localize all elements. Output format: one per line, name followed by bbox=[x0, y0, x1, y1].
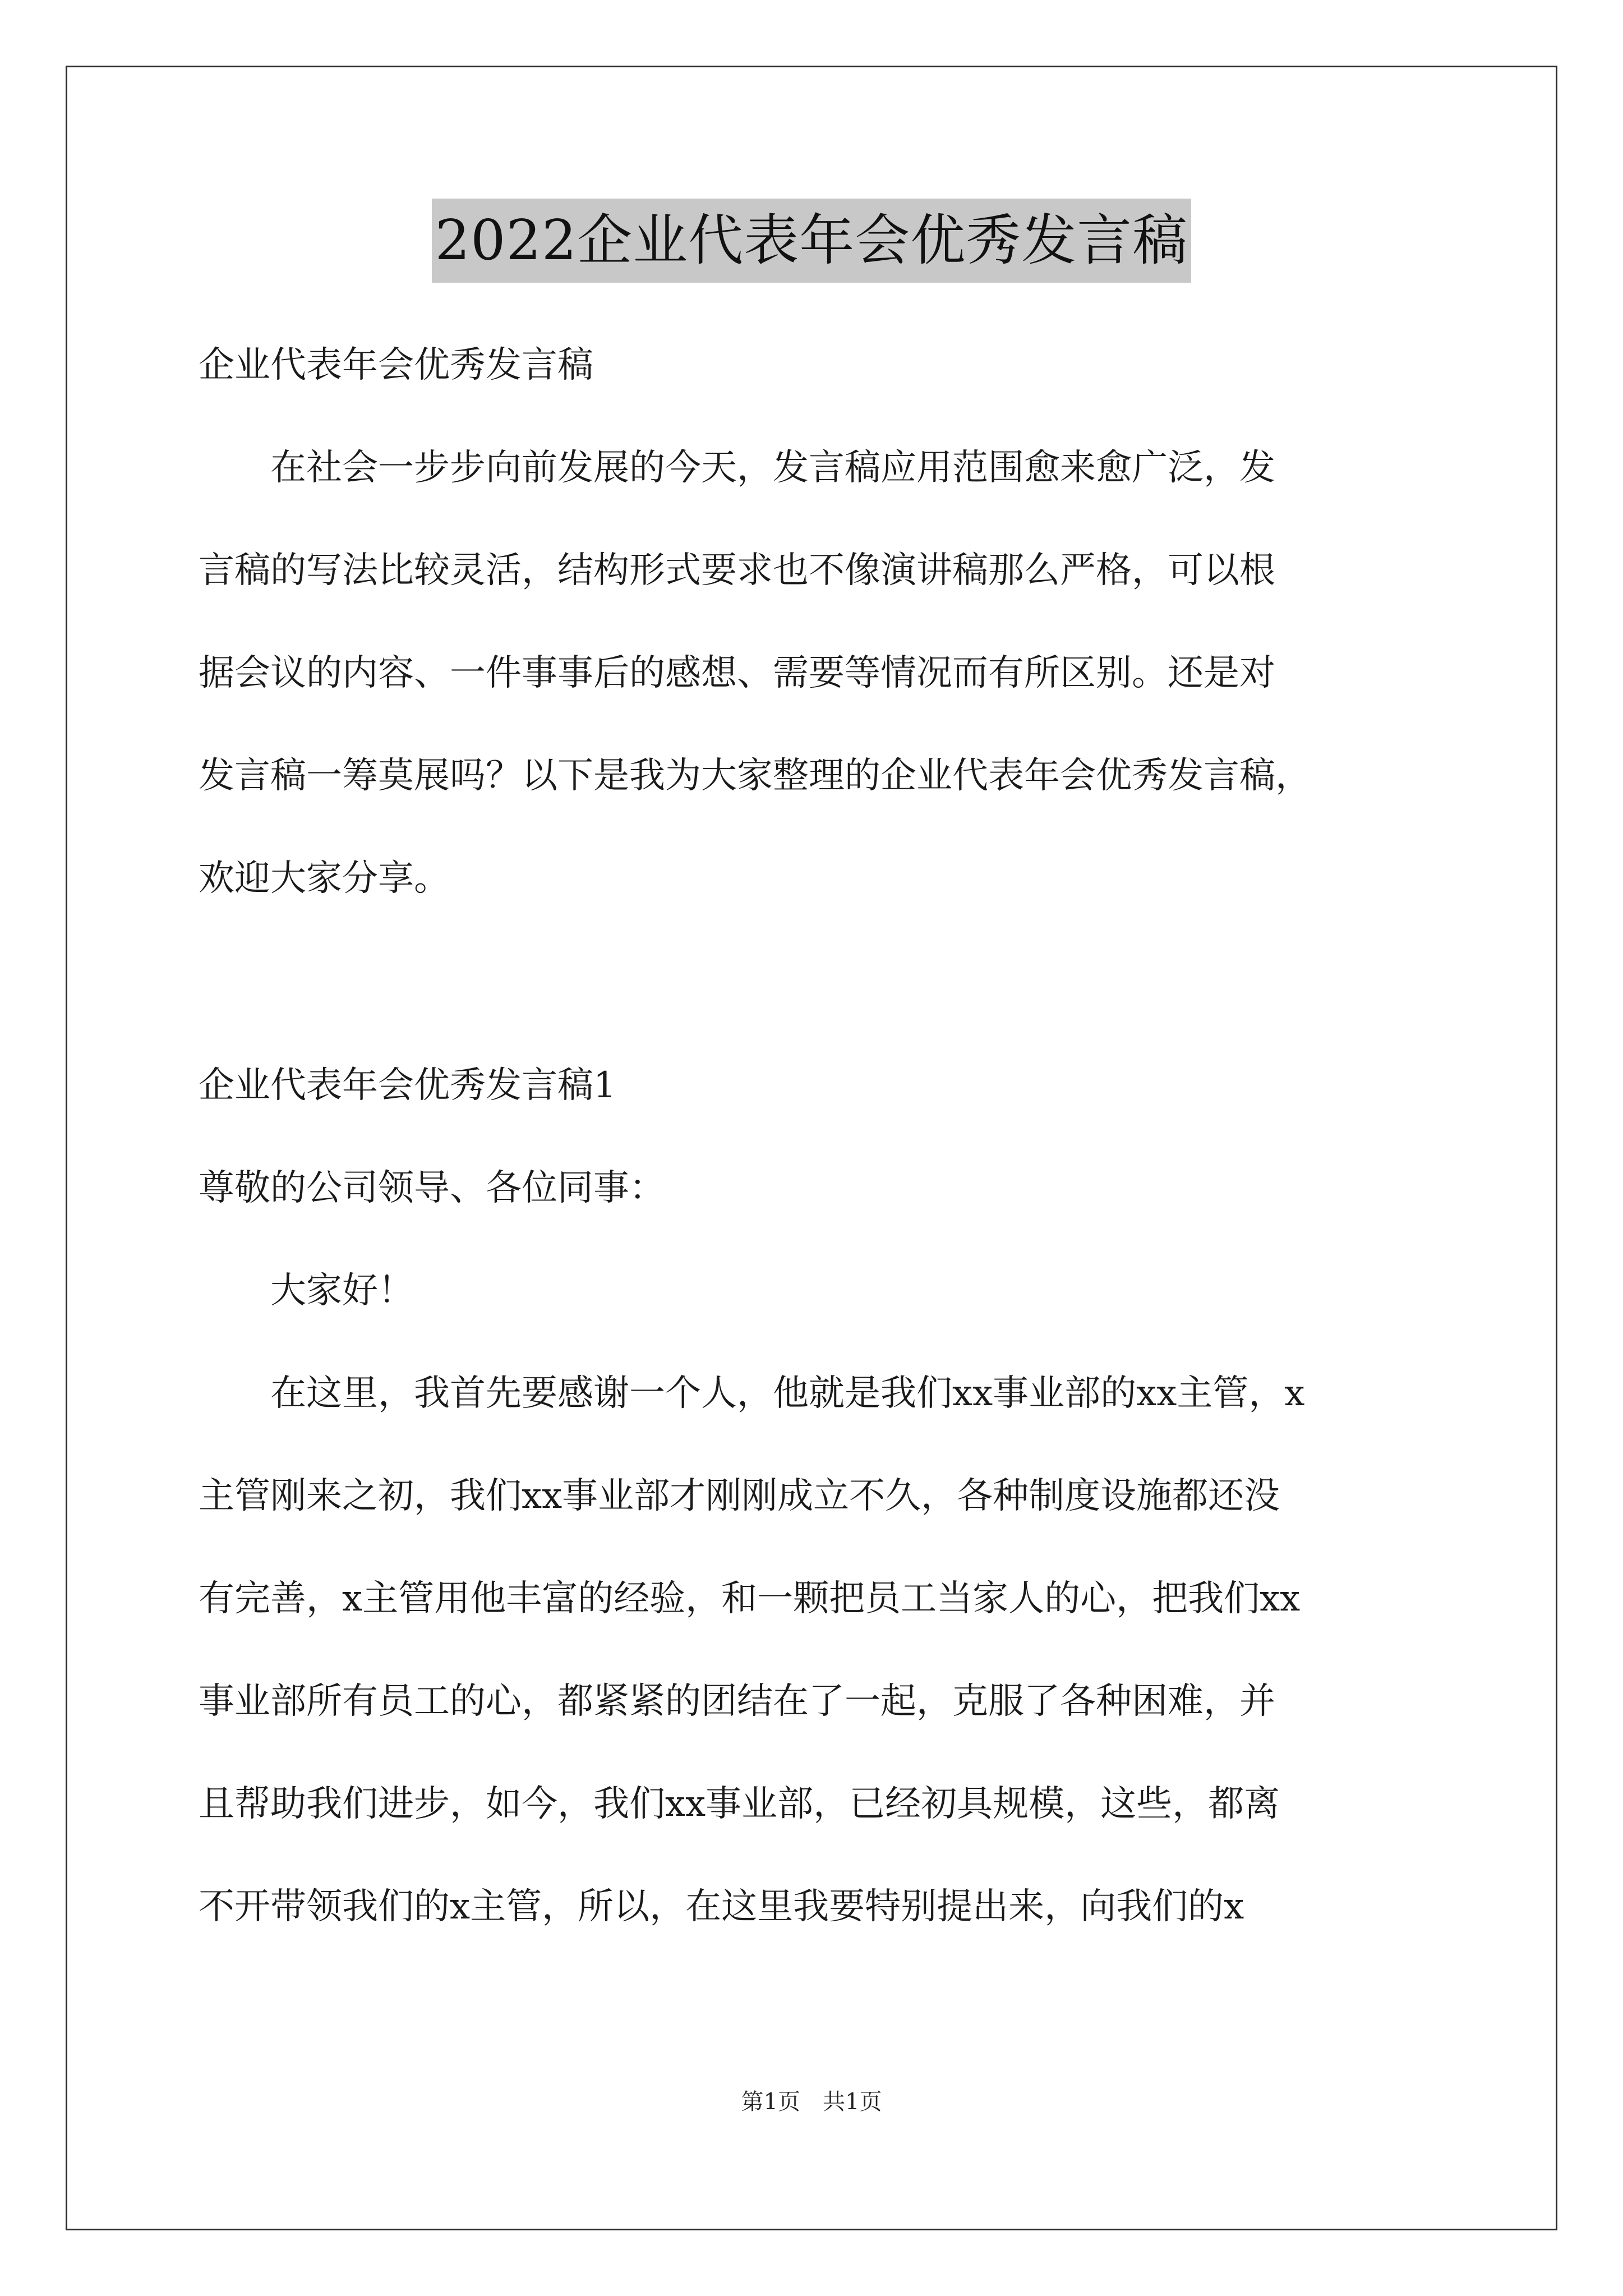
paragraph-gap bbox=[199, 930, 1488, 1034]
page-footer: 第1页 共1页 bbox=[741, 2089, 882, 2115]
speech-line-5: 且帮助我们进步，如今，我们xx事业部，已经初具规模，这些，都离 bbox=[199, 1783, 1280, 1825]
speech-line-4: 事业部所有员工的心，都紧紧的团结在了一起，克服了各种困难，并 bbox=[199, 1681, 1275, 1722]
document-title: 2022企业代表年会优秀发言稿 bbox=[432, 199, 1191, 283]
document-body bbox=[199, 314, 1488, 1958]
section-heading: 企业代表年会优秀发言稿1 bbox=[199, 1065, 616, 1106]
subtitle-line: 企业代表年会优秀发言稿 bbox=[199, 344, 593, 386]
title-container bbox=[0, 199, 1623, 283]
greeting-line: 大家好！ bbox=[199, 1270, 414, 1312]
speech-line-2: 主管刚来之初，我们xx事业部才刚刚成立不久，各种制度设施都还没 bbox=[199, 1475, 1280, 1517]
intro-line-2: 言稿的写法比较灵活，结构形式要求也不像演讲稿那么严格，可以根 bbox=[199, 550, 1275, 591]
salutation-line: 尊敬的公司领导、各位同事： bbox=[199, 1167, 665, 1209]
intro-line-1: 在社会一步步向前发展的今天，发言稿应用范围愈来愈广泛，发 bbox=[199, 447, 1275, 489]
speech-line-1: 在这里，我首先要感谢一个人，他就是我们xx事业部的xx主管，x bbox=[199, 1373, 1305, 1414]
intro-line-5: 欢迎大家分享。 bbox=[199, 858, 450, 899]
speech-line-6: 不开带领我们的x主管，所以，在这里我要特别提出来，向我们的x bbox=[199, 1886, 1244, 1927]
intro-line-3: 据会议的内容、一件事事后的感想、需要等情况而有所区别。还是对 bbox=[199, 652, 1275, 694]
speech-line-3: 有完善，x主管用他丰富的经验，和一颗把员工当家人的心，把我们xx bbox=[199, 1578, 1301, 1619]
intro-line-4: 发言稿一筹莫展吗？以下是我为大家整理的企业代表年会优秀发言稿， bbox=[199, 755, 1311, 797]
